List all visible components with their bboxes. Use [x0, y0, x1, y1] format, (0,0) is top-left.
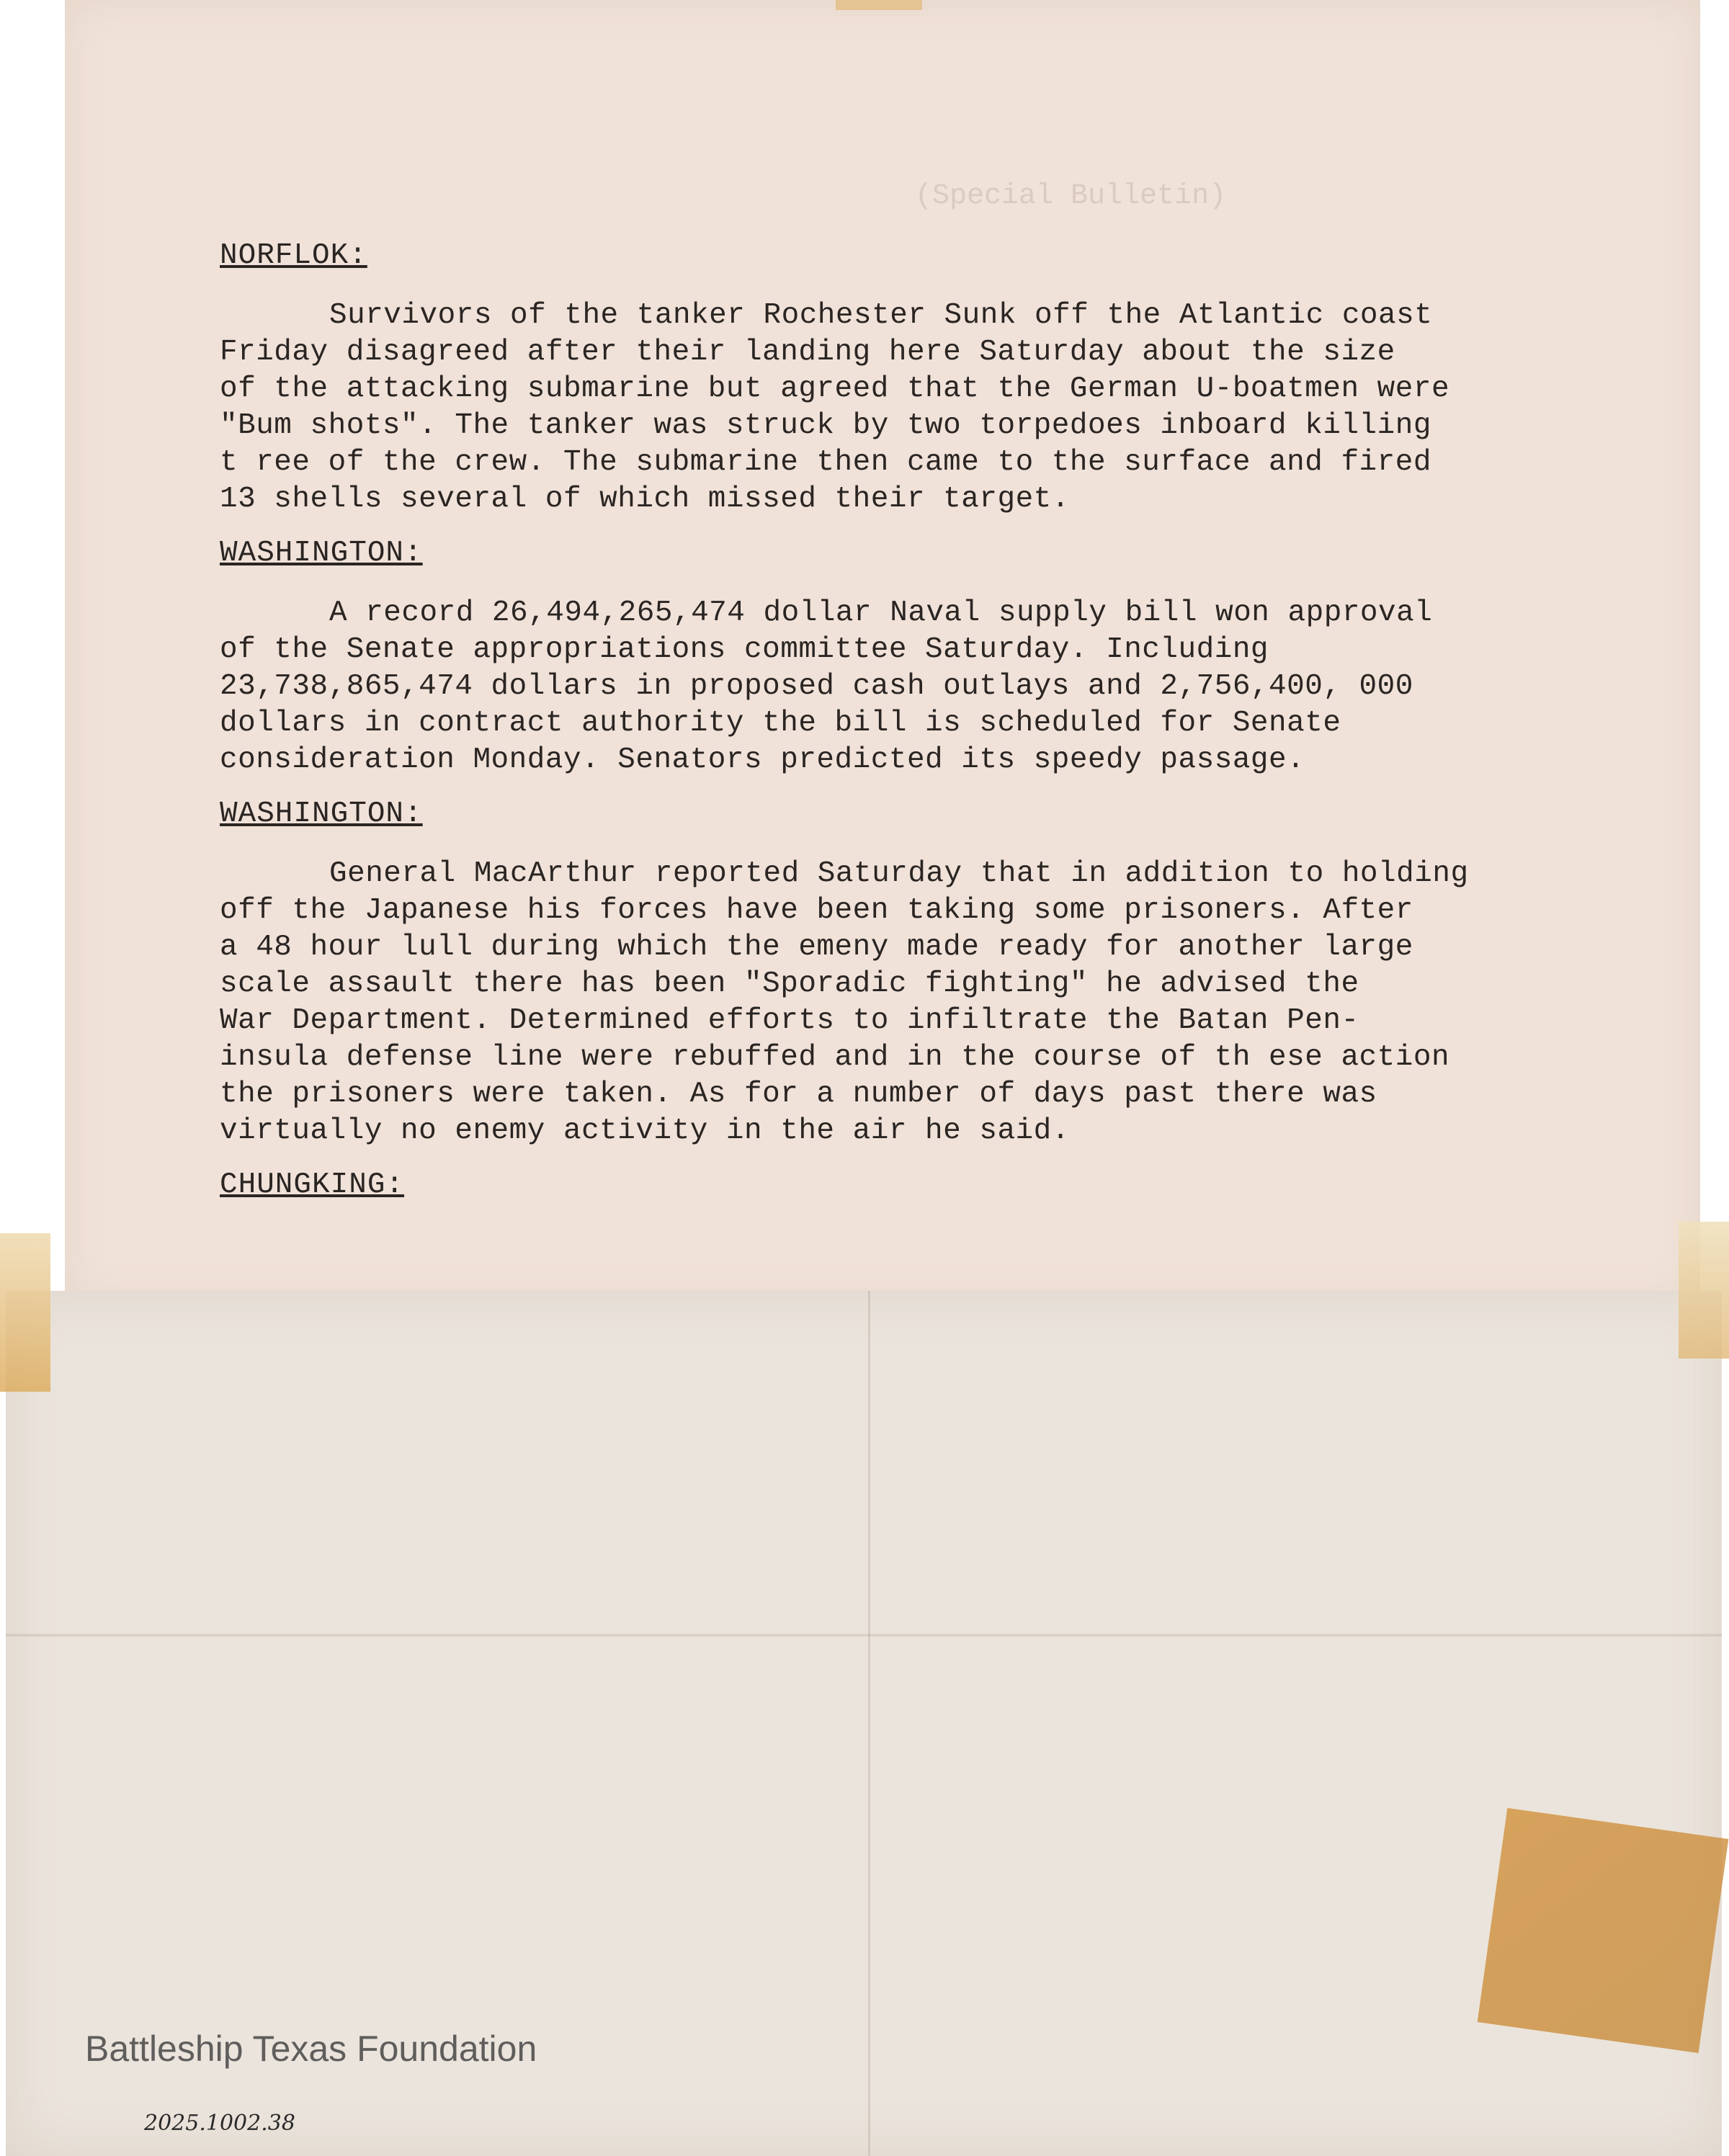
section-paragraph [220, 595, 1689, 779]
watermark-text: Battleship Texas Foundation [85, 2028, 537, 2069]
tape-strip-top [836, 0, 922, 10]
paragraph-line: the prisoners were taken. As for a number of days past there was [220, 1078, 1377, 1111]
section-washington-1 [220, 535, 1689, 779]
section-heading: NORFLOK: [220, 239, 367, 272]
paragraph-line: consideration Monday. Senators predicted its speedy passage. [220, 743, 1305, 777]
section-paragraph [220, 856, 1689, 1150]
section-heading: WASHINGTON: [220, 537, 423, 570]
paragraph-line: "Bum shots". The tanker was struck by two torpedoes inboard killing [220, 409, 1431, 442]
paragraph-line: scale assault there has been "Sporadic fighting" he advised the [220, 967, 1359, 1001]
paragraph-line: A record 26,494,265,474 dollar Naval supply bill won approval [329, 596, 1433, 630]
section-chungking [220, 1167, 1689, 1227]
paragraph-line: insula defense line were rebuffed and in the course of th ese action [220, 1041, 1450, 1074]
paragraph-line: of the Senate appropriations committee Saturday. Including [220, 633, 1269, 666]
paragraph-line: dollars in contract authority the bill is scheduled for Senate [220, 707, 1341, 740]
section-paragraph [220, 298, 1689, 518]
paragraph-line: a 48 hour lull during which the emeny made ready for another large [220, 931, 1413, 964]
paragraph-line: off the Japanese his forces have been taking some prisoners. After [220, 894, 1413, 927]
bulletin-content [220, 238, 1689, 1244]
paragraph-line: Survivors of the tanker Rochester Sunk off the Atlantic coast [329, 299, 1433, 332]
paragraph-line: General MacArthur reported Saturday that in addition to holding [329, 857, 1469, 890]
section-norfolk [220, 238, 1689, 518]
section-heading: CHUNGKING: [220, 1168, 405, 1202]
tape-strip-left [0, 1233, 50, 1392]
fold-crease-vertical [868, 1291, 870, 2156]
tape-patch-corner [1478, 1808, 1729, 2053]
catalog-number: 2025.1002.38 [144, 2111, 295, 2136]
paragraph-line: of the attacking submarine but agreed that the German U-boatmen were [220, 372, 1450, 406]
fold-crease-horizontal [6, 1634, 1722, 1637]
paragraph-line: War Department. Determined efforts to infiltrate the Batan Pen- [220, 1004, 1359, 1037]
paragraph-line: virtually no enemy activity in the air he said. [220, 1114, 1070, 1148]
tape-strip-right [1679, 1222, 1729, 1359]
bleed-through-title: (Special Bulletin) [915, 180, 1227, 213]
paragraph-line: 13 shells several of which missed their target. [220, 483, 1070, 516]
paragraph-line: t ree of the crew. The submarine then came to the surface and fired [220, 446, 1431, 479]
paper-sheet-bottom [6, 1291, 1722, 2156]
section-washington-2 [220, 796, 1689, 1150]
paragraph-line: 23,738,865,474 dollars in proposed cash outlays and 2,756,400, 000 [220, 670, 1413, 703]
paragraph-line: Friday disagreed after their landing here Saturday about the size [220, 336, 1395, 369]
section-heading: WASHINGTON: [220, 797, 423, 831]
